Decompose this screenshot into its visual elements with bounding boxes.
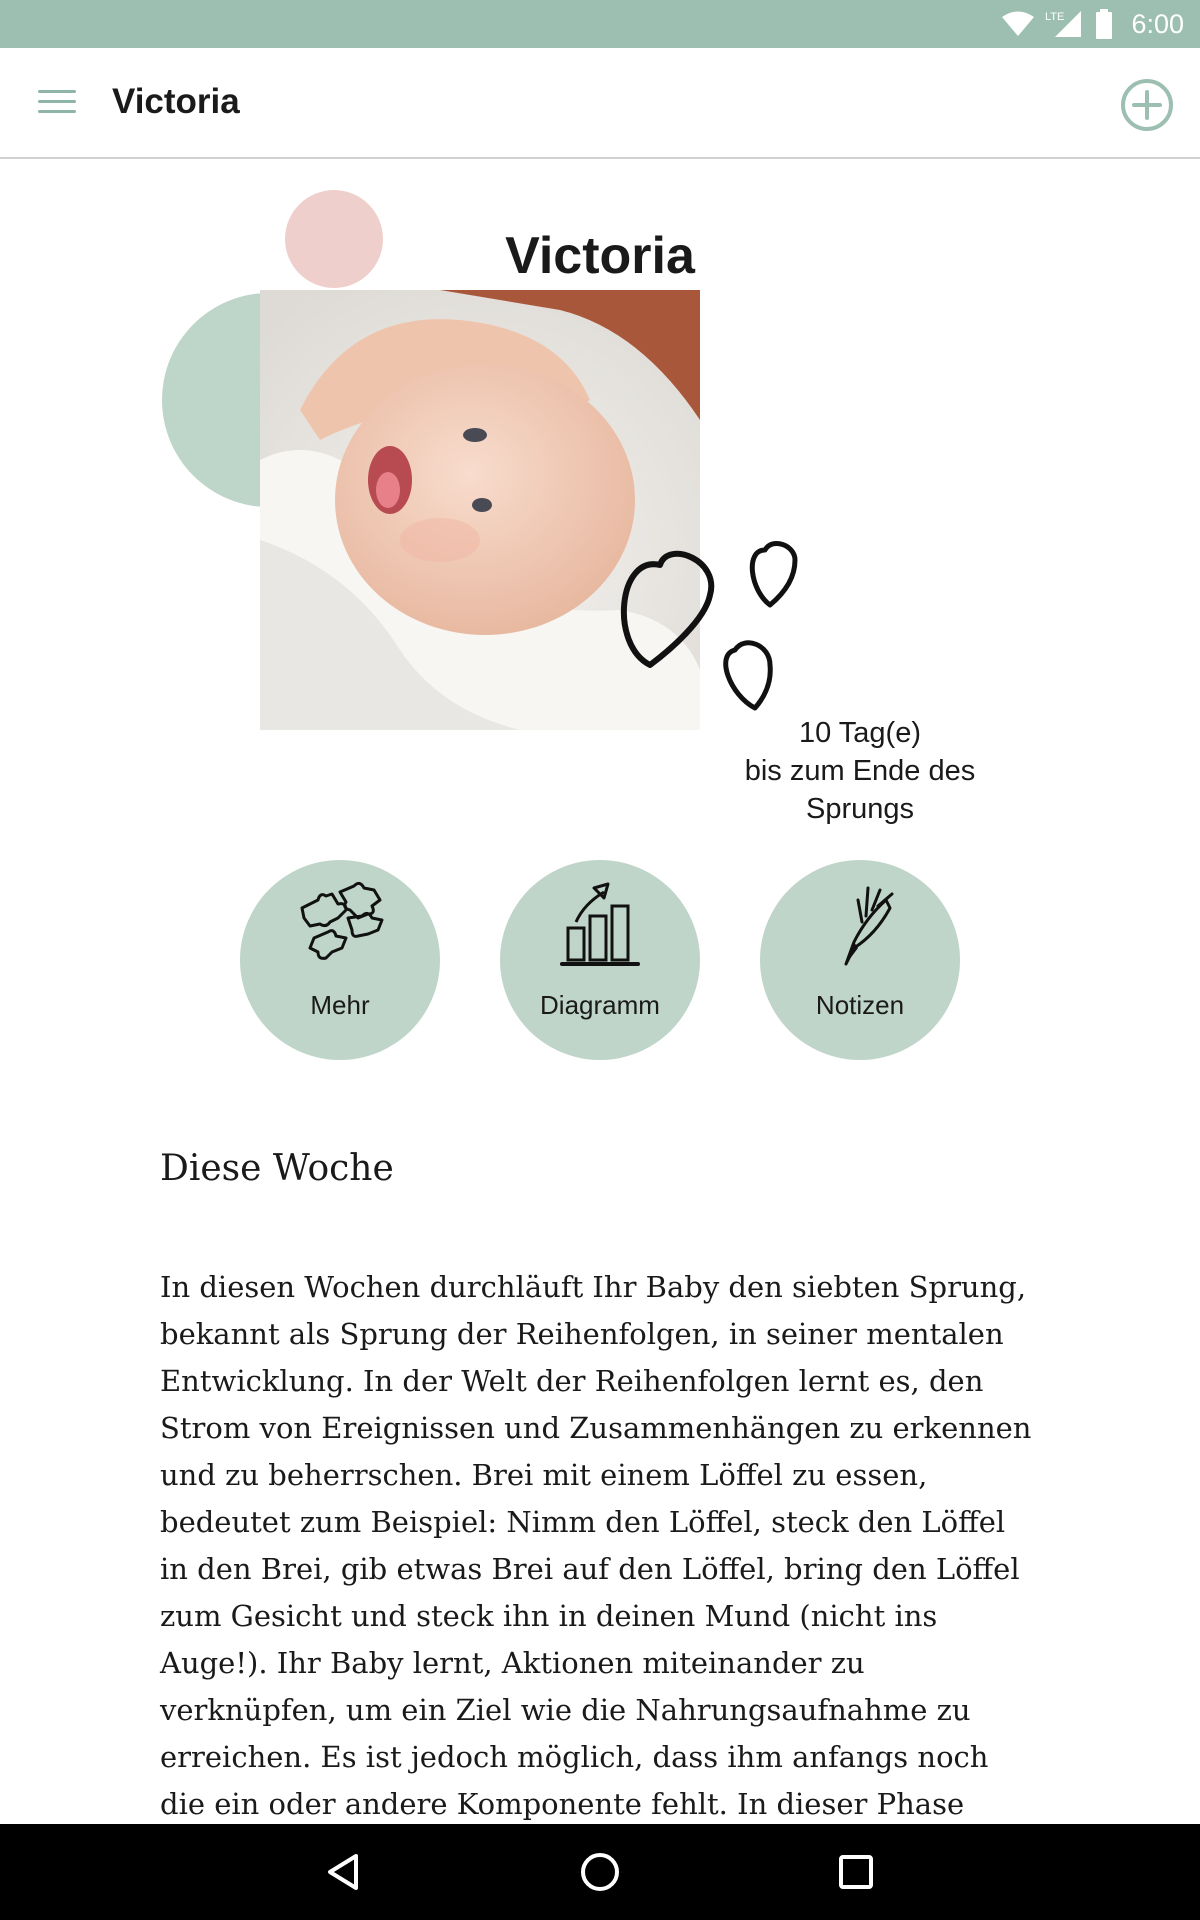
status-icons	[1001, 0, 1184, 48]
status-time: 6:00	[1131, 8, 1184, 39]
back-icon[interactable]	[316, 1844, 372, 1900]
recents-icon[interactable]	[828, 1844, 884, 1900]
more-button-label: Mehr	[310, 990, 370, 1020]
notes-button[interactable]	[760, 860, 960, 1060]
chart-button-label: Diagramm	[540, 990, 660, 1020]
countdown-text-2: Sprungs	[805, 793, 914, 825]
more-button[interactable]	[240, 860, 440, 1060]
add-circle-icon[interactable]	[1120, 78, 1174, 132]
status-bar	[0, 0, 1200, 48]
section-title: Diese Woche	[160, 1148, 394, 1189]
leap-countdown	[690, 714, 1030, 828]
bar-chart-icon	[550, 878, 650, 968]
battery-icon	[1095, 9, 1113, 39]
countdown-days: 10 Tag(e)	[799, 717, 921, 749]
system-nav-bar	[0, 1824, 1200, 1920]
quill-pen-icon	[810, 878, 910, 968]
app-bar	[0, 48, 1200, 159]
hamburger-menu-icon[interactable]	[30, 81, 84, 121]
network-label: LTE	[1045, 11, 1065, 23]
hearts-icon	[610, 535, 810, 715]
article-text: In diesen Wochen durchläuft Ihr Baby den siebten Sprung, bekannt als Sprung der Reihenfolgen, in seiner mentalen Entwicklung. In der Welt der Reihenfolgen lernt es, den Strom von Ereignissen und Zusammenhängen zu erkennen und zu beherrschen. Brei mit einem Löffel zu essen, bedeutet zum Beispiel: Nimm den Löffel, steck den Löffel in den Brei, gib etwas Brei auf den Löffel, bring den Löffel zum Gesicht und steck ihn in deinen Mund (nicht ins Auge!). Ihr Baby lernt, Aktionen miteinander zu verknüpfen, um ein Ziel wie die Nahrungsaufnahme zu erreichen. Es ist jedoch möglich, dass ihm anfangs noch die ein oder andere Komponente fehlt. In dieser Phase	[160, 1270, 1032, 1821]
home-icon[interactable]	[572, 1844, 628, 1900]
profile-name: Victoria	[505, 227, 695, 285]
app-title: Victoria	[112, 82, 240, 121]
signal-icon	[1045, 9, 1085, 39]
countdown-text: bis zum Ende des	[744, 755, 976, 787]
wifi-icon	[1001, 10, 1035, 38]
notes-button-label: Notizen	[815, 990, 905, 1020]
puzzle-icon	[290, 878, 390, 968]
chart-button[interactable]	[500, 860, 700, 1060]
action-buttons	[0, 860, 1200, 1060]
